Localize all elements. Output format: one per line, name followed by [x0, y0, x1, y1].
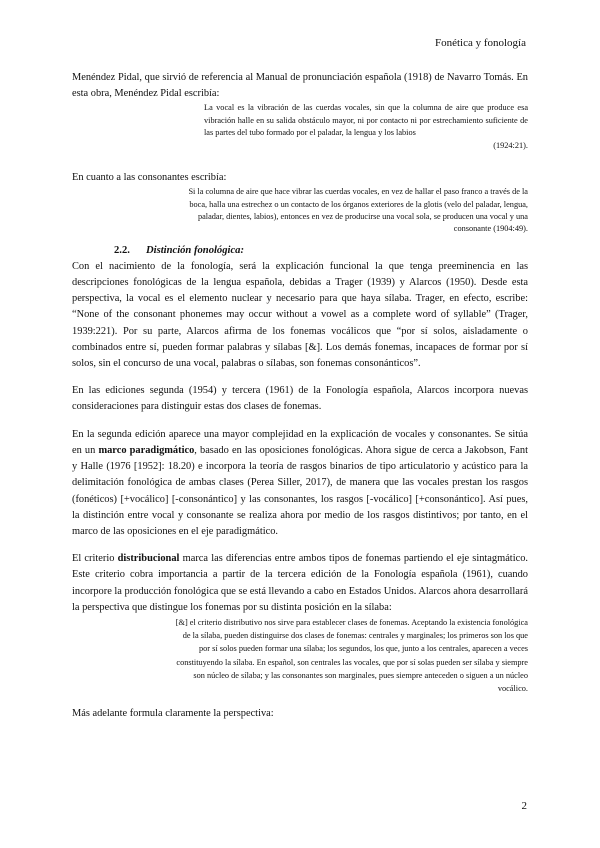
paragraph-paradigmatic: [72, 427, 528, 540]
block-quote-distributional: [&] el criterio distributivo nos sirve para establecer clases de fonemas. Aceptando la existencia fonológica de la sílaba, pueden distinguirse dos clases de fonemas: centrales y marginales; los primeros son los que por sí solos pueden formar una sílaba; los segundos, los que, junto a los centrales, aparecen a veces constituyendo la sílaba. En español, son centrales las vocales, que por sí solas pueden ser sílaba y siempre son núcleo de sílaba; y las consonantes son marginales, pues siempre anteceden o siguen a un núcleo vocálico.: [175, 617, 528, 693]
paragraph-phonology: Con el nacimiento de la fonología, será la explicación funcional la que tenga preeminencia en las descripciones fonológicas de la lengua española, debidas a Trager (1939) y Alarcos (1950). Desde esta perspectiva, la vocal es el elemento nuclear y necesario para que haya sílaba. Trager, en efecto, escribe: “None of the consonant phonemes may occur without a vowel as a complete word of syllable” (Trager, 1939:221). Por su parte, Alarcos afirma de los fonemas vocálicos que “por sí solos, aisladamente o combinados entre sí, pueden formar palabras y sílabas [&]. Los demás fonemas, incapaces de formar por sí solos, sin el concurso de una vocal, palabras o sílabas, son fonemas consonánticos”.: [72, 260, 528, 370]
running-header: Fonética y fonología: [434, 37, 526, 49]
consonants-intro: En cuanto a las consonantes escribía:: [72, 172, 227, 184]
paradigmatic-text-before: En la segunda edición aparece una mayor complejidad en la explicación de vocales y consonantes. Se sitúa en un: [72, 428, 528, 456]
page-number: 2: [521, 800, 527, 812]
distributional-text-after: marca las diferencias entre ambos tipos de fonemas partiendo el eje sintagmático. Este criterio cobra importancia a partir de la tercera edición de la Fonología española (1961), cuando incorpore la producción fonológica que se está llevando a cabo en Estados Unidos. Alarcos ahora desarrollará la perspectiva que distingue los fonemas por su distinta posición en la sílaba:: [72, 553, 528, 613]
page-body: [72, 70, 528, 722]
distributional-text-before: El criterio: [72, 553, 118, 565]
paragraph-distributional: [72, 551, 528, 616]
paradigmatic-term: marco paradigmático: [98, 444, 195, 456]
closing-paragraph: Más adelante formula claramente la perspectiva:: [72, 708, 274, 720]
paradigmatic-text-after: , basado en las oposiciones fonológicas. Ahora sigue de cerca a Jakobson, Fant y Halle (1976 [1952]: 18.20) e incorpora la teoría de rasgos binarios de tipo articulatorio y acústico para la delimitación fonológica de ambas clases (Perea Siller, 2017), de manera que las vocales prestan los rasgos (fonéticos) [+vocálico] [-consonántico] y las consonantes, los rasgos [-vocálico] [+consonántico]. Así pues, la distinción entre vocal y consonante se realiza ahora por medio de los rasgos distintivos; por tanto, en el marco de las oposiciones en el eje paradigmático.: [72, 444, 528, 537]
section-title: Distinción fonológica:: [146, 244, 244, 256]
distributional-term: distribucional: [117, 553, 180, 565]
section-number: 2.2.: [114, 244, 130, 256]
block-quote-vowel: [204, 102, 528, 152]
block-quote-consonant: Si la columna de aire que hace vibrar las cuerdas vocales, en vez de hallar el paso franco a través de la boca, halla una estrechez o un contacto de los órganos exteriores de la glotis (velo del paladar, lengua, paladar, dientes, labios), entonces en vez de producirse una vocal sola, se producen una vocal y una consonante (1904:49).: [188, 187, 528, 234]
quote-vowel-text: La vocal es la vibración de las cuerdas vocales, sin que la columna de aire que produce esa vibración halle en su salida obstáculo mayor, ni por contacto ni por estrechamiento suficiente de las partes del tubo formado por el paladar, la lengua y los labios: [204, 103, 528, 138]
intro-paragraph: Menéndez Pidal, que sirvió de referencia al Manual de pronunciación española (1918) de Navarro Tomás. En esta obra, Menéndez Pidal escribía:: [72, 72, 528, 100]
paragraph-editions: En las ediciones segunda (1954) y tercera (1961) de la Fonología española, Alarcos incorpora nuevas consideraciones para distinguir estas dos clases de fonemas.: [72, 385, 528, 413]
section-heading: [72, 243, 528, 259]
quote-vowel-citation: (1924:21).: [493, 140, 528, 150]
